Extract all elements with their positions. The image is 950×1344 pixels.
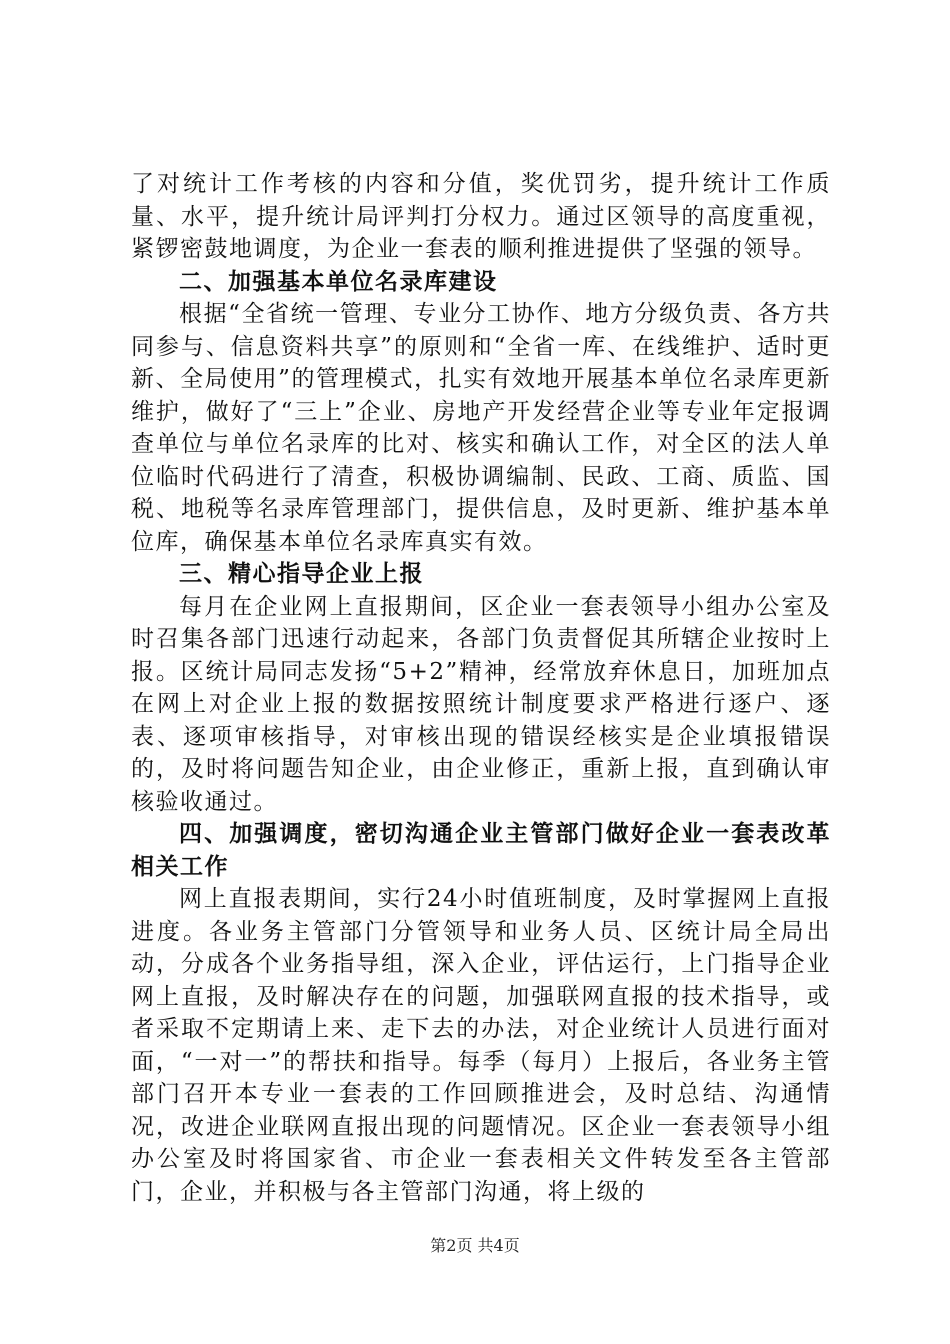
document-body [131, 168, 831, 1208]
body-paragraph: 网上直报表期间，实行24小时值班制度，及时掌握网上直报进度。各业务主管部门分管领导和业务人员、区统计局全局出动，分成各个业务指导组，深入企业，评估运行，上门指导企业网上直报，及时解决存在的问题，加强联网直报的技术指导，或者采取不定期请上来、走下去的办法，对企业统计人员进行面对面，“一对一”的帮扶和指导。每季（每月）上报后，各业务主管部门召开本专业一套表的工作回顾推进会，及时总结、沟通情况，改进企业联网直报出现的问题情况。区企业一套表领导小组办公室及时将国家省、市企业一套表相关文件转发至各主管部门，企业，并积极与各主管部门沟通，将上级的 [131, 886, 831, 1205]
section-heading: 三、精心指导企业上报 [179, 560, 424, 587]
section-heading: 二、加强基本单位名录库建设 [179, 267, 498, 295]
page-footer: 第2页 共4页 [430, 1236, 520, 1255]
section-heading: 四、加强调度，密切沟通企业主管部门做好企业一套表改革相关工作 [131, 820, 831, 880]
body-paragraph: 每月在企业网上直报期间，区企业一套表领导小组办公室及时召集各部门迅速行动起来，各部门负责督促其所辖企业按时上报。区统计局同志发扬“5+2”精神，经常放弃休息日，加班加点在网上对企业上报的数据按照统计制度要求严格进行逐户、逐表、逐项审核指导，对审核出现的错误经核实是企业填报错误的，及时将问题告知企业，由企业修正，重新上报，直到确认审核验收通过。 [131, 593, 831, 815]
body-paragraph: 根据“全省统一管理、专业分工协作、地方分级负责、各方共同参与、信息资料共享”的原则和“全省一库、在线维护、适时更新、全局使用”的管理模式，扎实有效地开展基本单位名录库更新维护，做好了“三上”企业、房地产开发经营企业等专业年定报调查单位与单位名录库的比对、核实和确认工作，对全区的法人单位临时代码进行了清查，积极协调编制、民政、工商、质监、国税、地税等名录库管理部门，提供信息，及时更新、维护基本单位库，确保基本单位名录库真实有效。 [131, 301, 831, 555]
body-paragraph: 了对统计工作考核的内容和分值，奖优罚劣，提升统计工作质量、水平，提升统计局评判打分权力。通过区领导的高度重视，紧锣密鼓地调度，为企业一套表的顺利推进提供了坚强的领导。 [131, 171, 831, 262]
